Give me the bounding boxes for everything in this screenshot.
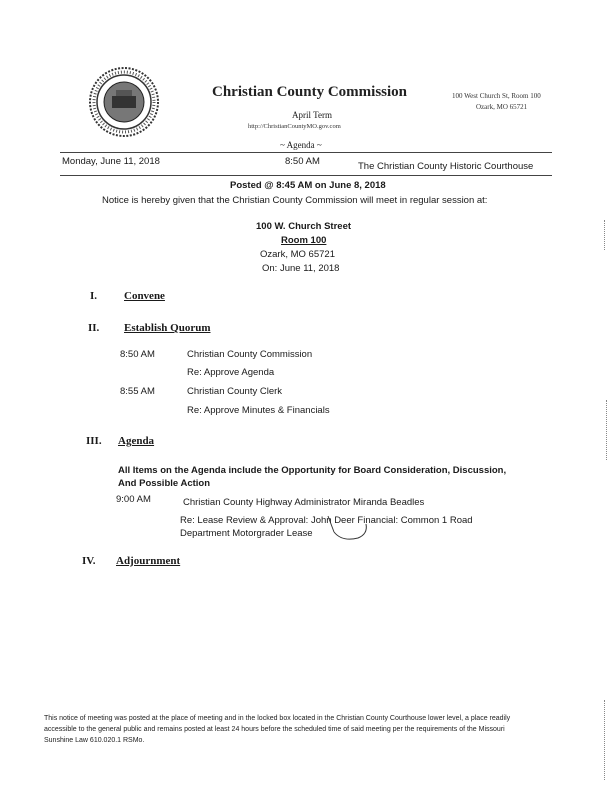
website-link[interactable]: http://ChristianCountyMO.gov.com bbox=[248, 123, 341, 130]
location-date: On: June 11, 2018 bbox=[262, 263, 340, 274]
agenda-heading: ~ Agenda ~ bbox=[280, 140, 322, 150]
quorum-item-re: Re: Approve Minutes & Financials bbox=[187, 405, 330, 416]
location-room: Room 100 bbox=[281, 235, 327, 246]
document-title: Christian County Commission bbox=[212, 84, 408, 100]
quorum-item-name: Christian County Clerk bbox=[187, 386, 283, 397]
location-street: 100 W. Church Street bbox=[256, 221, 352, 232]
agenda-intro-line-1: All Items on the Agenda include the Opportunity for Board Consideration, Discussion, bbox=[118, 465, 507, 476]
session-notice: Notice is hereby given that the Christian County Commission will meet in regular session at: bbox=[102, 195, 488, 206]
divider-top bbox=[60, 152, 552, 153]
handwritten-mark-icon bbox=[320, 510, 380, 544]
section-title-convene: Convene bbox=[124, 290, 165, 302]
section-title-adjournment: Adjournment bbox=[116, 555, 181, 567]
meeting-place: The Christian County Historic Courthouse bbox=[358, 161, 534, 172]
section-number: III. bbox=[86, 435, 102, 447]
section-number: IV. bbox=[82, 555, 96, 567]
meeting-time: 8:50 AM bbox=[285, 156, 320, 167]
agenda-item-re-line-2: Department Motorgrader Lease bbox=[180, 528, 313, 539]
agenda-item-re-line-1: Re: Lease Review & Approval: John Deer Financial: Common 1 Road bbox=[180, 515, 473, 526]
agenda-item-time: 9:00 AM bbox=[116, 494, 151, 505]
section-number: I. bbox=[90, 290, 98, 302]
quorum-item-time: 8:50 AM bbox=[120, 349, 155, 360]
posted-notice: Posted @ 8:45 AM on June 8, 2018 bbox=[230, 180, 386, 191]
section-number: II. bbox=[88, 322, 100, 334]
county-seal-icon bbox=[88, 66, 160, 138]
section-title-quorum: Establish Quorum bbox=[124, 322, 211, 334]
agenda-intro-line-2: And Possible Action bbox=[118, 478, 211, 489]
term-label: April Term bbox=[292, 110, 332, 120]
address-line-2: Ozark, MO 65721 bbox=[476, 103, 528, 111]
meeting-date: Monday, June 11, 2018 bbox=[62, 156, 160, 167]
scan-artifact bbox=[604, 700, 605, 780]
posting-footnote: This notice of meeting was posted at the place of meeting and in the locked box located in the Christian County Courthouse lower level, a place readily accessible to the general public and remains posted at least 24 hours before the scheduled time of said meeting per the requirements of the Missouri Sunshine Law 610.020.1 RSMo. bbox=[44, 715, 511, 744]
address-line-1: 100 West Church St, Room 100 bbox=[452, 92, 541, 100]
location-city: Ozark, MO 65721 bbox=[260, 249, 335, 260]
quorum-item-time: 8:55 AM bbox=[120, 386, 155, 397]
divider-bottom bbox=[60, 175, 552, 176]
address-block bbox=[452, 91, 541, 113]
scan-artifact bbox=[606, 400, 607, 460]
quorum-item-name: Christian County Commission bbox=[187, 349, 313, 360]
scan-artifact bbox=[604, 220, 605, 250]
section-title-agenda: Agenda bbox=[118, 435, 155, 447]
agenda-item-name: Christian County Highway Administrator Miranda Beadles bbox=[183, 497, 425, 508]
quorum-item-re: Re: Approve Agenda bbox=[187, 367, 275, 378]
